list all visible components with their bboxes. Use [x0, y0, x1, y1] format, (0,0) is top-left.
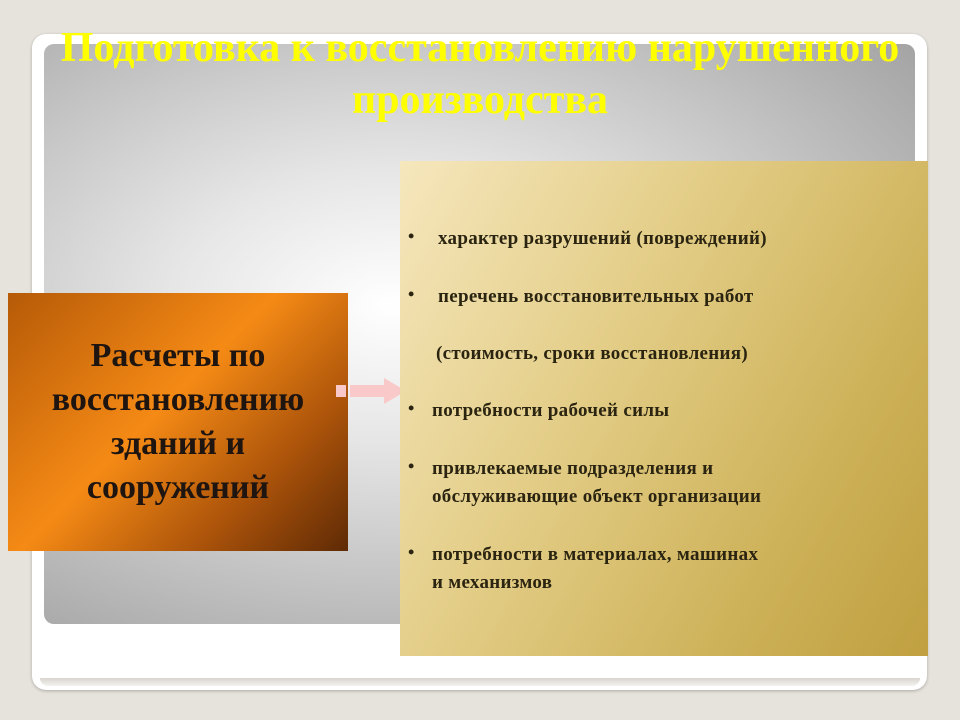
list-item [408, 397, 908, 425]
bullet-icon: • [408, 226, 415, 246]
bullet-icon: • [408, 456, 415, 476]
list-item-text: (стоимость, сроки восстановления) [436, 343, 748, 364]
list-item [408, 541, 908, 597]
list-item-text: потребности рабочей силы [432, 400, 670, 421]
bullet-icon: • [408, 398, 415, 418]
list-item [408, 225, 908, 253]
list-item-text: характер разрушений (повреждений) [438, 228, 767, 249]
list-item-text: потребности в материалах, машинах и механизмов [432, 544, 759, 593]
list-item [408, 455, 908, 511]
gold-list-box [400, 161, 928, 656]
orange-text-box [8, 293, 348, 551]
bullet-icon: • [408, 542, 415, 562]
list-item-text: привлекаемые подразделения и обслуживающие объект организации [432, 458, 762, 507]
list-item [408, 340, 908, 368]
orange-box-text: Расчеты по восстановлению зданий и сооружений [51, 337, 305, 506]
list-item [408, 283, 908, 311]
list-item-text: перечень восстановительных работ [438, 286, 754, 307]
slide-title: Подготовка к восстановлению нарушенного производства [60, 25, 900, 123]
arrow-connector-icon [336, 378, 406, 404]
slide-frame-bottom-edge [40, 678, 920, 686]
bullet-icon: • [408, 284, 415, 304]
